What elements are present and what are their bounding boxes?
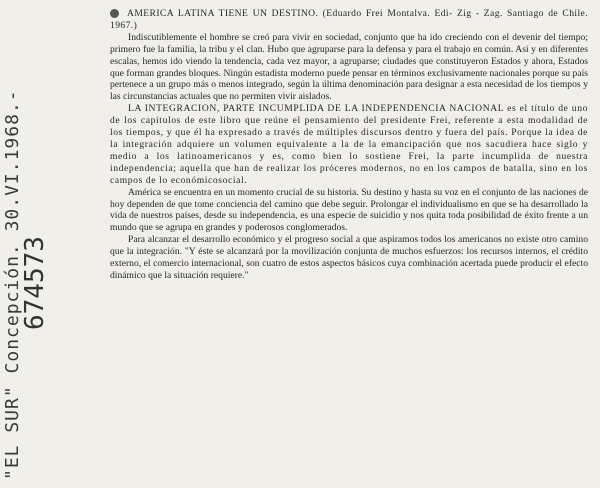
article-title: AMERICA LATINA TIENE UN DESTINO. (Eduardo Frei Montalva. Edi- Zig - Zag. Santiago de Chile. 1967.) xyxy=(110,8,588,31)
paragraph-1: Indiscutiblemente el hombre se creó para vivir en sociedad, conjunto que ha ido creciendo con el devenir del tiempo; primero fue la familia, la tribu y el clan. Hubo que agruparse para la defensa y para el trabajo en común. Así y en diferentes escalas, hemos ido viendo la tendencia, cada vez mayor, a agruparse; ciudades que constituyeron Estados y ahora, Estados que forman grandes bloques. Ningún estadista moderno puede pensar en términos exclusivamente nacionales porque su país pertenece a un grupo más o menos integrado, según la última denominación para designar a esta necesidad de los tiempos y las circunstancias actuales que no permiten vivir aislados. xyxy=(110,31,588,103)
paragraph-4: Para alcanzar el desarrollo económico y el progreso social a que aspiramos todos los americanos no existe otro camino que la integración. "Y éste se alcanzará por la movilización conjunta de muchos esfuerzos: los recursos internos, el crédito externo, el comercio internacional, son cuatro de estos aspectos básicos cuya combinación acertada puede producir el efecto dinámico que la situación requiere." xyxy=(110,234,588,281)
paragraph-3: América se encuentra en un momento crucial de su historia. Su destino y hasta su voz en el conjunto de las naciones de hoy dependen de que tome conciencia del camino que debe seguir. Prolongar el individualismo en que se ha desarrollado la vida de nuestros países, desde su independencia, es una especie de suicidio y nos quita toda posibilidad de éxito frente a un mundo que se agrupa en grandes y poderosos conglomerados. xyxy=(110,186,588,234)
handwritten-source-note: "EL SUR" Concepción. 30.VI.1968.- xyxy=(2,89,23,480)
handwritten-archive-id: 674573 xyxy=(20,236,50,330)
article-header xyxy=(110,8,588,32)
article-body xyxy=(110,8,588,486)
paragraph-2: LA INTEGRACION, PARTE INCUMPLIDA DE LA INDEPENDENCIA NACIONAL es el título de uno de los capítulos de este libro que reúne el pensamiento del presidente Frei, referente a esta modalidad de los tiempos, y que él ha expresado a través de múltiples discursos dentro y fuera del país. Porque la idea de la integración adquiere un volumen equivalente a la de la emancipación que nos sacudiera hace siglo y medio a los latinoamericanos y es, como bien lo sostiene Frei, la parte incumplida de nuestra independencia; aquella que han de realizar los próceres modernos, no en los campos de batalla, sino en los campos de lo económicosocial. xyxy=(110,103,588,186)
bullet-icon xyxy=(110,9,119,18)
